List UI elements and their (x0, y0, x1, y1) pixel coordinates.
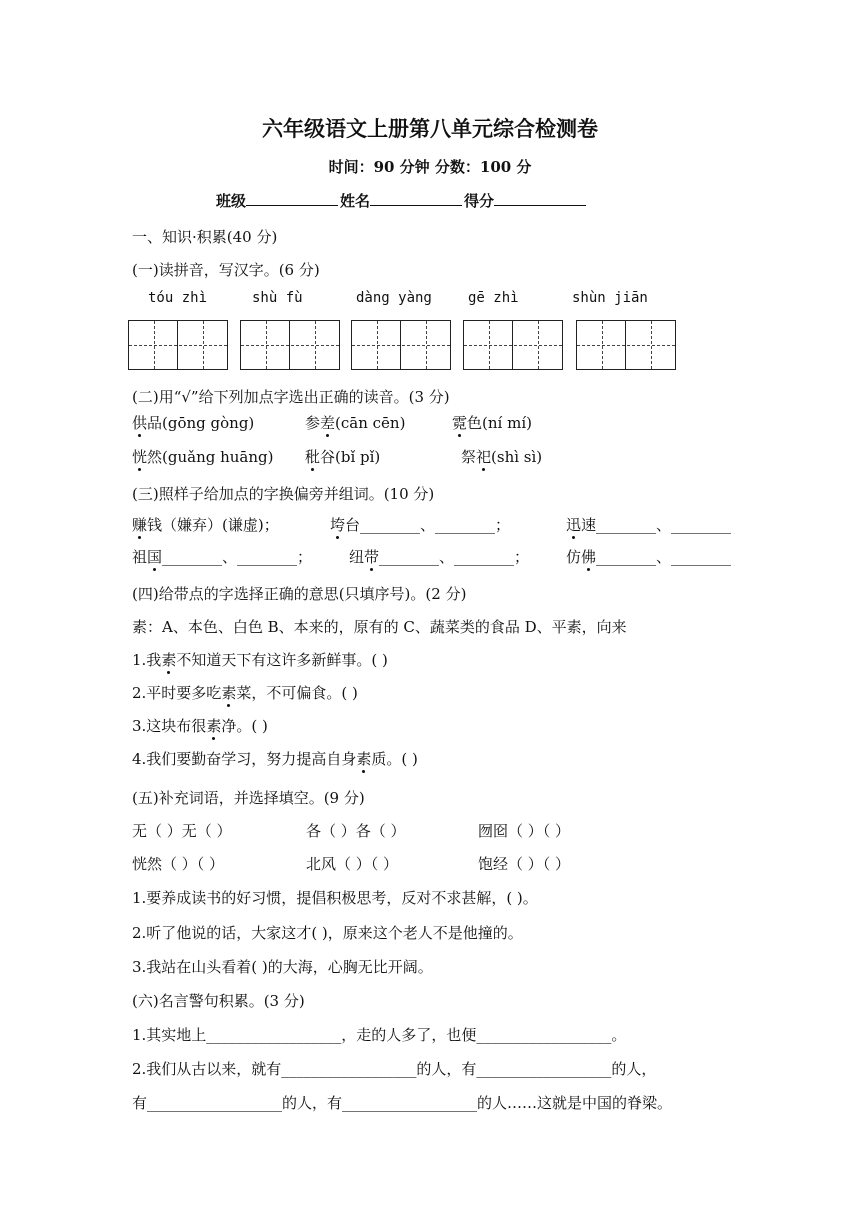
pronunciation-item: 霓色(ní mí) (452, 414, 532, 432)
pronunciation-item: 秕谷(bǐ pǐ) (305, 448, 381, 466)
pinyin-5: shùn jiān (572, 290, 648, 306)
pronunciation-item: 祭祀(shì sì) (461, 448, 543, 466)
radical-item[interactable]: 仿佛________、________ (566, 548, 732, 566)
page-title: 六年级语文上册第八单元综合检测卷 (262, 116, 598, 141)
score-label: 得分 (464, 192, 495, 210)
fill-sentence[interactable]: 3.我站在山头看着( )的大海，心胸无比开阔。 (132, 958, 433, 976)
meaning-item[interactable]: 1.我素不知道天下有这许多新鲜事。( ) (132, 651, 388, 669)
section-heading: 一、知识·积累(40 分) (132, 228, 278, 246)
question-3-heading: (三)照样子给加点的字换偏旁并组词。(10 分) (132, 485, 435, 503)
radical-item[interactable]: 祖国________、________； (132, 548, 313, 566)
student-info-fields (216, 190, 588, 211)
score-blank[interactable] (494, 191, 586, 206)
pinyin-2: shù fù (252, 290, 303, 306)
radical-example: 赚钱（嫌弃）(谦虚)； (132, 516, 279, 534)
idiom-blank[interactable]: 北风（ ）（ ） (306, 855, 399, 873)
question-1-heading: (一)读拼音，写汉字。(6 分) (132, 261, 320, 279)
radical-item[interactable]: 迅速________、________ (566, 516, 732, 534)
pronunciation-item: 恍然(guǎng huāng) (132, 448, 274, 466)
fill-sentence[interactable]: 1.要养成读书的好习惯，提倡积极思考，反对不求甚解，( )。 (132, 889, 538, 907)
question-6-heading: (六)名言警句积累。(3 分) (132, 992, 305, 1010)
radical-item[interactable]: 垮台________、________； (330, 516, 511, 534)
writing-grid-2[interactable] (240, 320, 340, 370)
meaning-item[interactable]: 4.我们要勤奋学习，努力提高自身素质。( ) (132, 750, 418, 768)
pinyin-4: gē zhì (468, 290, 519, 306)
class-label: 班级 (216, 192, 247, 210)
meaning-options: 素：A、本色、白色 B、本来的，原有的 C、蔬菜类的食品 D、平素，向来 (132, 618, 627, 636)
quote-blank[interactable]: 1.其实地上__________________，走的人多了，也便__________________。 (132, 1026, 627, 1044)
quote-blank[interactable]: 2.我们从古以来，就有__________________的人，有__________________的人， (132, 1060, 657, 1078)
idiom-blank[interactable]: 各（ ）各（ ） (306, 822, 406, 840)
question-4-heading: (四)给带点的字选择正确的意思(只填序号)。(2 分) (132, 585, 467, 603)
idiom-blank[interactable]: 恍然（ ）（ ） (132, 855, 225, 873)
pinyin-3: dàng yàng (356, 290, 432, 306)
writing-grid-3[interactable] (351, 320, 451, 370)
radical-item[interactable]: 纽带________、________； (349, 548, 530, 566)
fill-sentence[interactable]: 2.听了他说的话，大家这才( )，原来这个老人不是他撞的。 (132, 924, 523, 942)
idiom-blank[interactable]: 无（ ）无（ ） (132, 822, 232, 840)
pronunciation-item: 参差(cān cēn) (305, 414, 406, 432)
class-blank[interactable] (246, 191, 338, 206)
quote-blank[interactable]: 有__________________的人，有__________________的人……这就是中国的脊梁。 (132, 1094, 673, 1112)
idiom-blank[interactable]: 饱经（ ）（ ） (478, 855, 571, 873)
pronunciation-item: 供品(gōng gòng) (132, 414, 255, 432)
question-5-heading: (五)补充词语，并选择填空。(9 分) (132, 789, 365, 807)
writing-grid-4[interactable] (463, 320, 563, 370)
writing-grid-1[interactable] (128, 320, 228, 370)
writing-grid-5[interactable] (576, 320, 676, 370)
meaning-item[interactable]: 3.这块布很素净。( ) (132, 717, 268, 735)
exam-info: 时间：90 分钟 分数：100 分 (328, 158, 532, 176)
pinyin-1: tóu zhì (148, 290, 208, 306)
name-blank[interactable] (370, 191, 462, 206)
idiom-blank[interactable]: 囫囵（ ）（ ） (478, 822, 571, 840)
question-2-heading: (二)用“√”给下列加点字选出正确的读音。(3 分) (132, 388, 450, 406)
name-label: 姓名 (340, 192, 371, 210)
meaning-item[interactable]: 2.平时要多吃素菜，不可偏食。( ) (132, 684, 358, 702)
